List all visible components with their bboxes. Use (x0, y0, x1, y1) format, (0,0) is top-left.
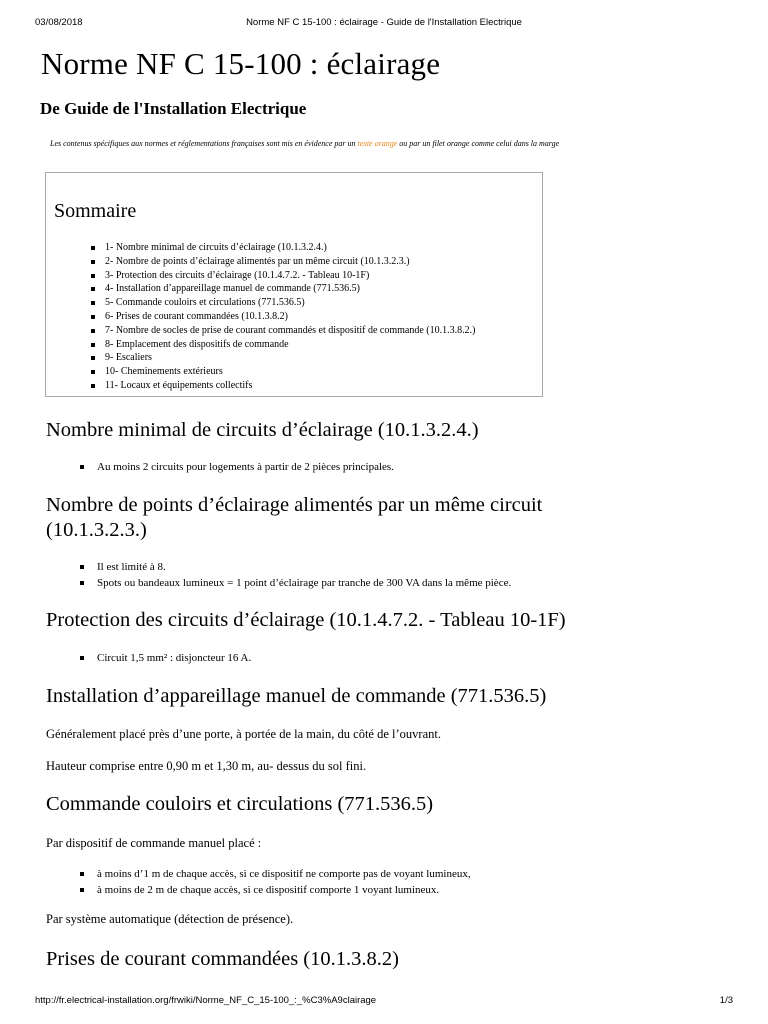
table-of-contents (45, 172, 543, 397)
section-2-heading-line-2: (10.1.3.2.3.) (46, 519, 147, 541)
section-3-list (80, 650, 251, 666)
toc-title: Sommaire (54, 200, 137, 222)
page-title: Norme NF C 15-100 : éclairage (41, 46, 441, 81)
list-item: Il est limité à 8. (80, 559, 511, 575)
section-5-heading: Commande couloirs et circulations (771.536.5) (46, 793, 434, 815)
section-4-paragraph-1: Généralement placé près d’une porte, à portée de la main, du côté de l’ouvrant. (46, 727, 441, 741)
toc-item-1[interactable]: 1- Nombre minimal de circuits d’éclairage (10.1.3.2.4.) (91, 241, 475, 255)
print-page-title: Norme NF C 15-100 : éclairage - Guide de l'Installation Electrique (246, 17, 522, 28)
section-2-list (80, 559, 511, 591)
toc-item-7[interactable]: 7- Nombre de socles de prise de courant commandés et dispositif de commande (10.1.3.8.2.) (91, 324, 475, 338)
notice-orange-link[interactable]: texte orange (357, 139, 398, 148)
list-item: Spots ou bandeaux lumineux = 1 point d’éclairage par tranche de 300 VA dans la même pièce. (80, 575, 511, 591)
toc-item-3[interactable]: 3- Protection des circuits d’éclairage (10.1.4.7.2. - Tableau 10-1F) (91, 269, 475, 283)
list-item: Au moins 2 circuits pour logements à partir de 2 pièces principales. (80, 459, 394, 475)
print-page-number: 1/3 (719, 995, 733, 1006)
toc-item-5[interactable]: 5- Commande couloirs et circulations (771.536.5) (91, 296, 475, 310)
toc-item-6[interactable]: 6- Prises de courant commandées (10.1.3.8.2) (91, 310, 475, 324)
section-4-paragraph-2: Hauteur comprise entre 0,90 m et 1,30 m, au- dessus du sol fini. (46, 759, 367, 773)
section-5-list (80, 866, 471, 898)
toc-item-11[interactable]: 11- Locaux et équipements collectifs (91, 379, 475, 393)
section-5-outro: Par système automatique (détection de présence). (46, 912, 294, 926)
section-2-heading-line-1: Nombre de points d’éclairage alimentés par un même circuit (46, 494, 543, 516)
toc-item-10[interactable]: 10- Cheminements extérieurs (91, 365, 475, 379)
print-url: http://fr.electrical-installation.org/frwiki/Norme_NF_C_15-100_:_%C3%A9clairage (35, 995, 377, 1006)
toc-item-4[interactable]: 4- Installation d’appareillage manuel de commande (771.536.5) (91, 282, 475, 296)
notice-before: Les contenus spécifiques aux normes et réglementations françaises sont mis en évidence par un (50, 139, 358, 148)
section-3-heading: Protection des circuits d’éclairage (10.1.4.7.2. - Tableau 10-1F) (46, 609, 566, 631)
page-subtitle: De Guide de l'Installation Electrique (40, 99, 307, 118)
section-1-heading: Nombre minimal de circuits d’éclairage (10.1.3.2.4.) (46, 419, 479, 441)
section-5-intro: Par dispositif de commande manuel placé : (46, 836, 262, 850)
notice-text (50, 139, 559, 148)
section-4-heading: Installation d’appareillage manuel de commande (771.536.5) (46, 685, 547, 707)
toc-item-2[interactable]: 2- Nombre de points d’éclairage alimentés par un même circuit (10.1.3.2.3.) (91, 255, 475, 269)
print-date: 03/08/2018 (35, 17, 83, 28)
section-2-heading (46, 493, 542, 543)
section-1-list (80, 459, 394, 475)
toc-list (91, 241, 475, 393)
list-item: à moins d’1 m de chaque accès, si ce dispositif ne comporte pas de voyant lumineux, (80, 866, 471, 882)
section-6-heading: Prises de courant commandées (10.1.3.8.2) (46, 948, 399, 970)
list-item: à moins de 2 m de chaque accès, si ce dispositif comporte 1 voyant lumineux. (80, 882, 471, 898)
toc-item-9[interactable]: 9- Escaliers (91, 351, 475, 365)
list-item: Circuit 1,5 mm² : disjoncteur 16 A. (80, 650, 251, 666)
toc-item-8[interactable]: 8- Emplacement des dispositifs de commande (91, 338, 475, 352)
notice-after: ou par un filet orange comme celui dans la marge (397, 139, 560, 148)
